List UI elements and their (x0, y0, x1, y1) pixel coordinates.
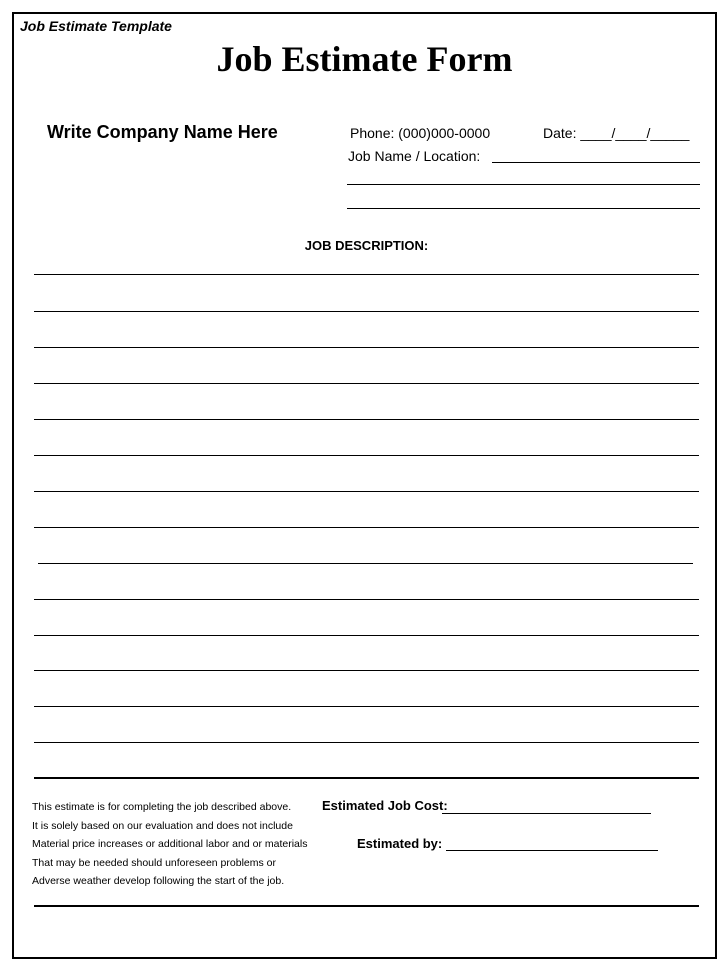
description-line[interactable] (34, 347, 699, 348)
estimated-cost-blank[interactable] (442, 813, 651, 814)
estimate-notice (32, 798, 332, 891)
job-location-blank-line-1[interactable] (347, 184, 700, 185)
estimate-form-page (12, 12, 717, 959)
description-line[interactable] (34, 419, 699, 420)
template-label: Job Estimate Template (20, 18, 172, 34)
description-line[interactable] (34, 599, 699, 600)
job-description-label (14, 238, 715, 253)
signature-line[interactable] (34, 905, 699, 907)
description-line[interactable] (34, 274, 699, 275)
notice-line: That may be needed should unforeseen problems or (32, 856, 276, 869)
description-line[interactable] (38, 563, 693, 564)
notice-line: Material price increases or additional labor and or materials (32, 838, 308, 850)
company-name: Write Company Name Here (47, 122, 278, 142)
estimated-by-label: Estimated by: (357, 836, 443, 851)
description-line[interactable] (34, 706, 699, 707)
job-description-label-text: JOB DESCRIPTION: (304, 238, 429, 253)
date-field-label: Date: ____/____/_____ (543, 125, 690, 141)
estimated-by-blank[interactable] (446, 850, 658, 851)
description-line[interactable] (34, 527, 699, 528)
description-line[interactable] (34, 777, 699, 779)
description-line[interactable] (34, 670, 699, 671)
description-line[interactable] (34, 311, 699, 312)
notice-line: It is solely based on our evaluation and does not include (32, 819, 293, 832)
job-location-blank-line-2[interactable] (347, 208, 700, 209)
job-name-label: Job Name / Location: (348, 148, 481, 164)
description-line[interactable] (34, 455, 699, 456)
form-title: Job Estimate Form (216, 39, 513, 79)
description-line[interactable] (34, 491, 699, 492)
phone-field-label: Phone: (000)000-0000 (350, 125, 491, 141)
description-line[interactable] (34, 742, 699, 743)
notice-line: This estimate is for completing the job described above. (32, 801, 292, 813)
job-name-blank[interactable] (492, 162, 700, 163)
estimated-cost-label: Estimated Job Cost: (322, 798, 448, 813)
description-line[interactable] (34, 635, 699, 636)
description-line[interactable] (34, 383, 699, 384)
notice-line: Adverse weather develop following the start of the job. (32, 875, 285, 887)
